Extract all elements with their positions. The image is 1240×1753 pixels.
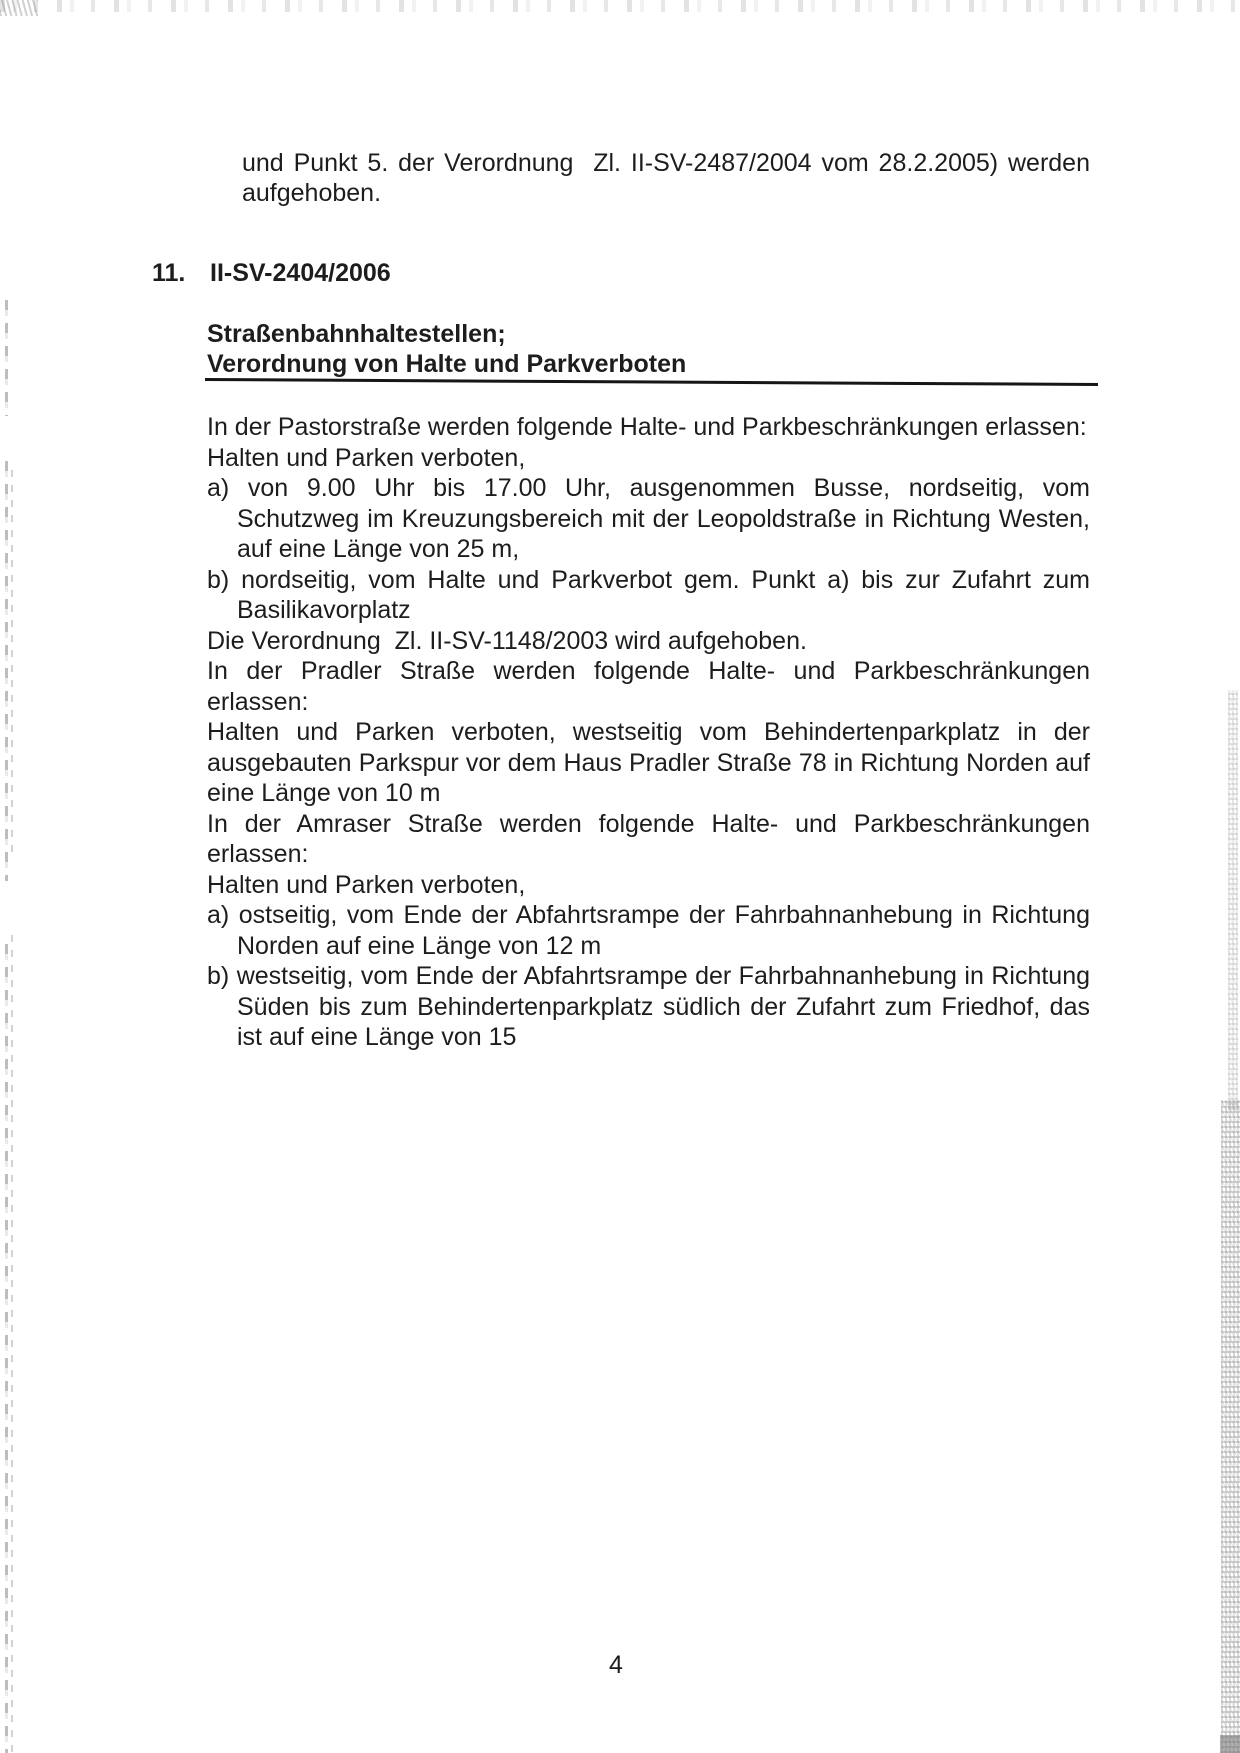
list-item: b) nordseitig, vom Halte und Parkverbot gem. Punkt a) bis zur Zufahrt zum Basilikavorplatz bbox=[207, 565, 1090, 624]
title-underline bbox=[205, 378, 1098, 386]
paragraph: Halten und Parken verboten, bbox=[207, 443, 526, 472]
paragraph: In der Pastorstraße werden folgende Halte- und Parkbeschränkungen erlassen: bbox=[207, 413, 1087, 441]
section-title-line2: Verordnung von Halte und Parkverboten bbox=[207, 350, 687, 378]
scan-artifact-right-band-upper bbox=[1228, 690, 1238, 1110]
paragraph: In der Amraser Straße werden folgende Halte- und Parkbeschränkungen erlassen: bbox=[207, 809, 1090, 868]
body-text bbox=[207, 412, 1090, 1053]
list-item: a) ostseitig, vom Ende der Abfahrtsrampe der Fahrbahnanhebung in Richtung Norden auf eine Länge von 12 m bbox=[207, 901, 1090, 960]
paragraph: Halten und Parken verboten, bbox=[207, 870, 526, 899]
section-title bbox=[207, 319, 1098, 379]
paragraph: In der Pradler Straße werden folgende Halte- und Parkbeschränkungen erlassen: bbox=[207, 657, 1090, 716]
scan-artifact-top-edge bbox=[0, 0, 1240, 12]
scan-artifact-left-dashes bbox=[5, 300, 8, 1753]
intro-paragraph: und Punkt 5. der Verordnung Zl. II-SV-2487/2004 vom 28.2.2005) werden aufgehoben. bbox=[242, 149, 1090, 207]
item-number: 11. bbox=[152, 259, 186, 287]
page-number: 4 bbox=[609, 1651, 623, 1679]
list-item: a) von 9.00 Uhr bis 17.00 Uhr, ausgenommen Busse, nordseitig, vom Schutzweg im Kreuzungsbereich mit der Leopoldstraße in Richtung Westen, auf eine Länge von 25 m, bbox=[207, 474, 1090, 563]
scan-artifact-top-corner bbox=[0, 0, 38, 16]
section-title-line1: Straßenbahnhaltestellen; bbox=[207, 320, 506, 348]
list-item: b) westseitig, vom Ende der Abfahrtsrampe der Fahrbahnanhebung in Richtung Süden bis zum Behindertenparkplatz südlich der Zufahrt zum Friedhof, das ist auf eine Länge von 15 bbox=[207, 962, 1090, 1051]
paragraph: Halten und Parken verboten, westseitig vom Behindertenparkplatz in der ausgebauten Parkspur vor dem Haus Pradler Straße 78 in Richtung Norden auf eine Länge von 10 m bbox=[207, 718, 1090, 807]
item-reference: II-SV-2404/2006 bbox=[210, 259, 391, 287]
paragraph: Die Verordnung Zl. II-SV-1148/2003 wird aufgehoben. bbox=[207, 626, 807, 655]
item-heading bbox=[152, 258, 391, 288]
scan-artifact-left-dashes-2 bbox=[11, 470, 13, 1753]
scan-artifact-corner-blob bbox=[1220, 1735, 1240, 1753]
